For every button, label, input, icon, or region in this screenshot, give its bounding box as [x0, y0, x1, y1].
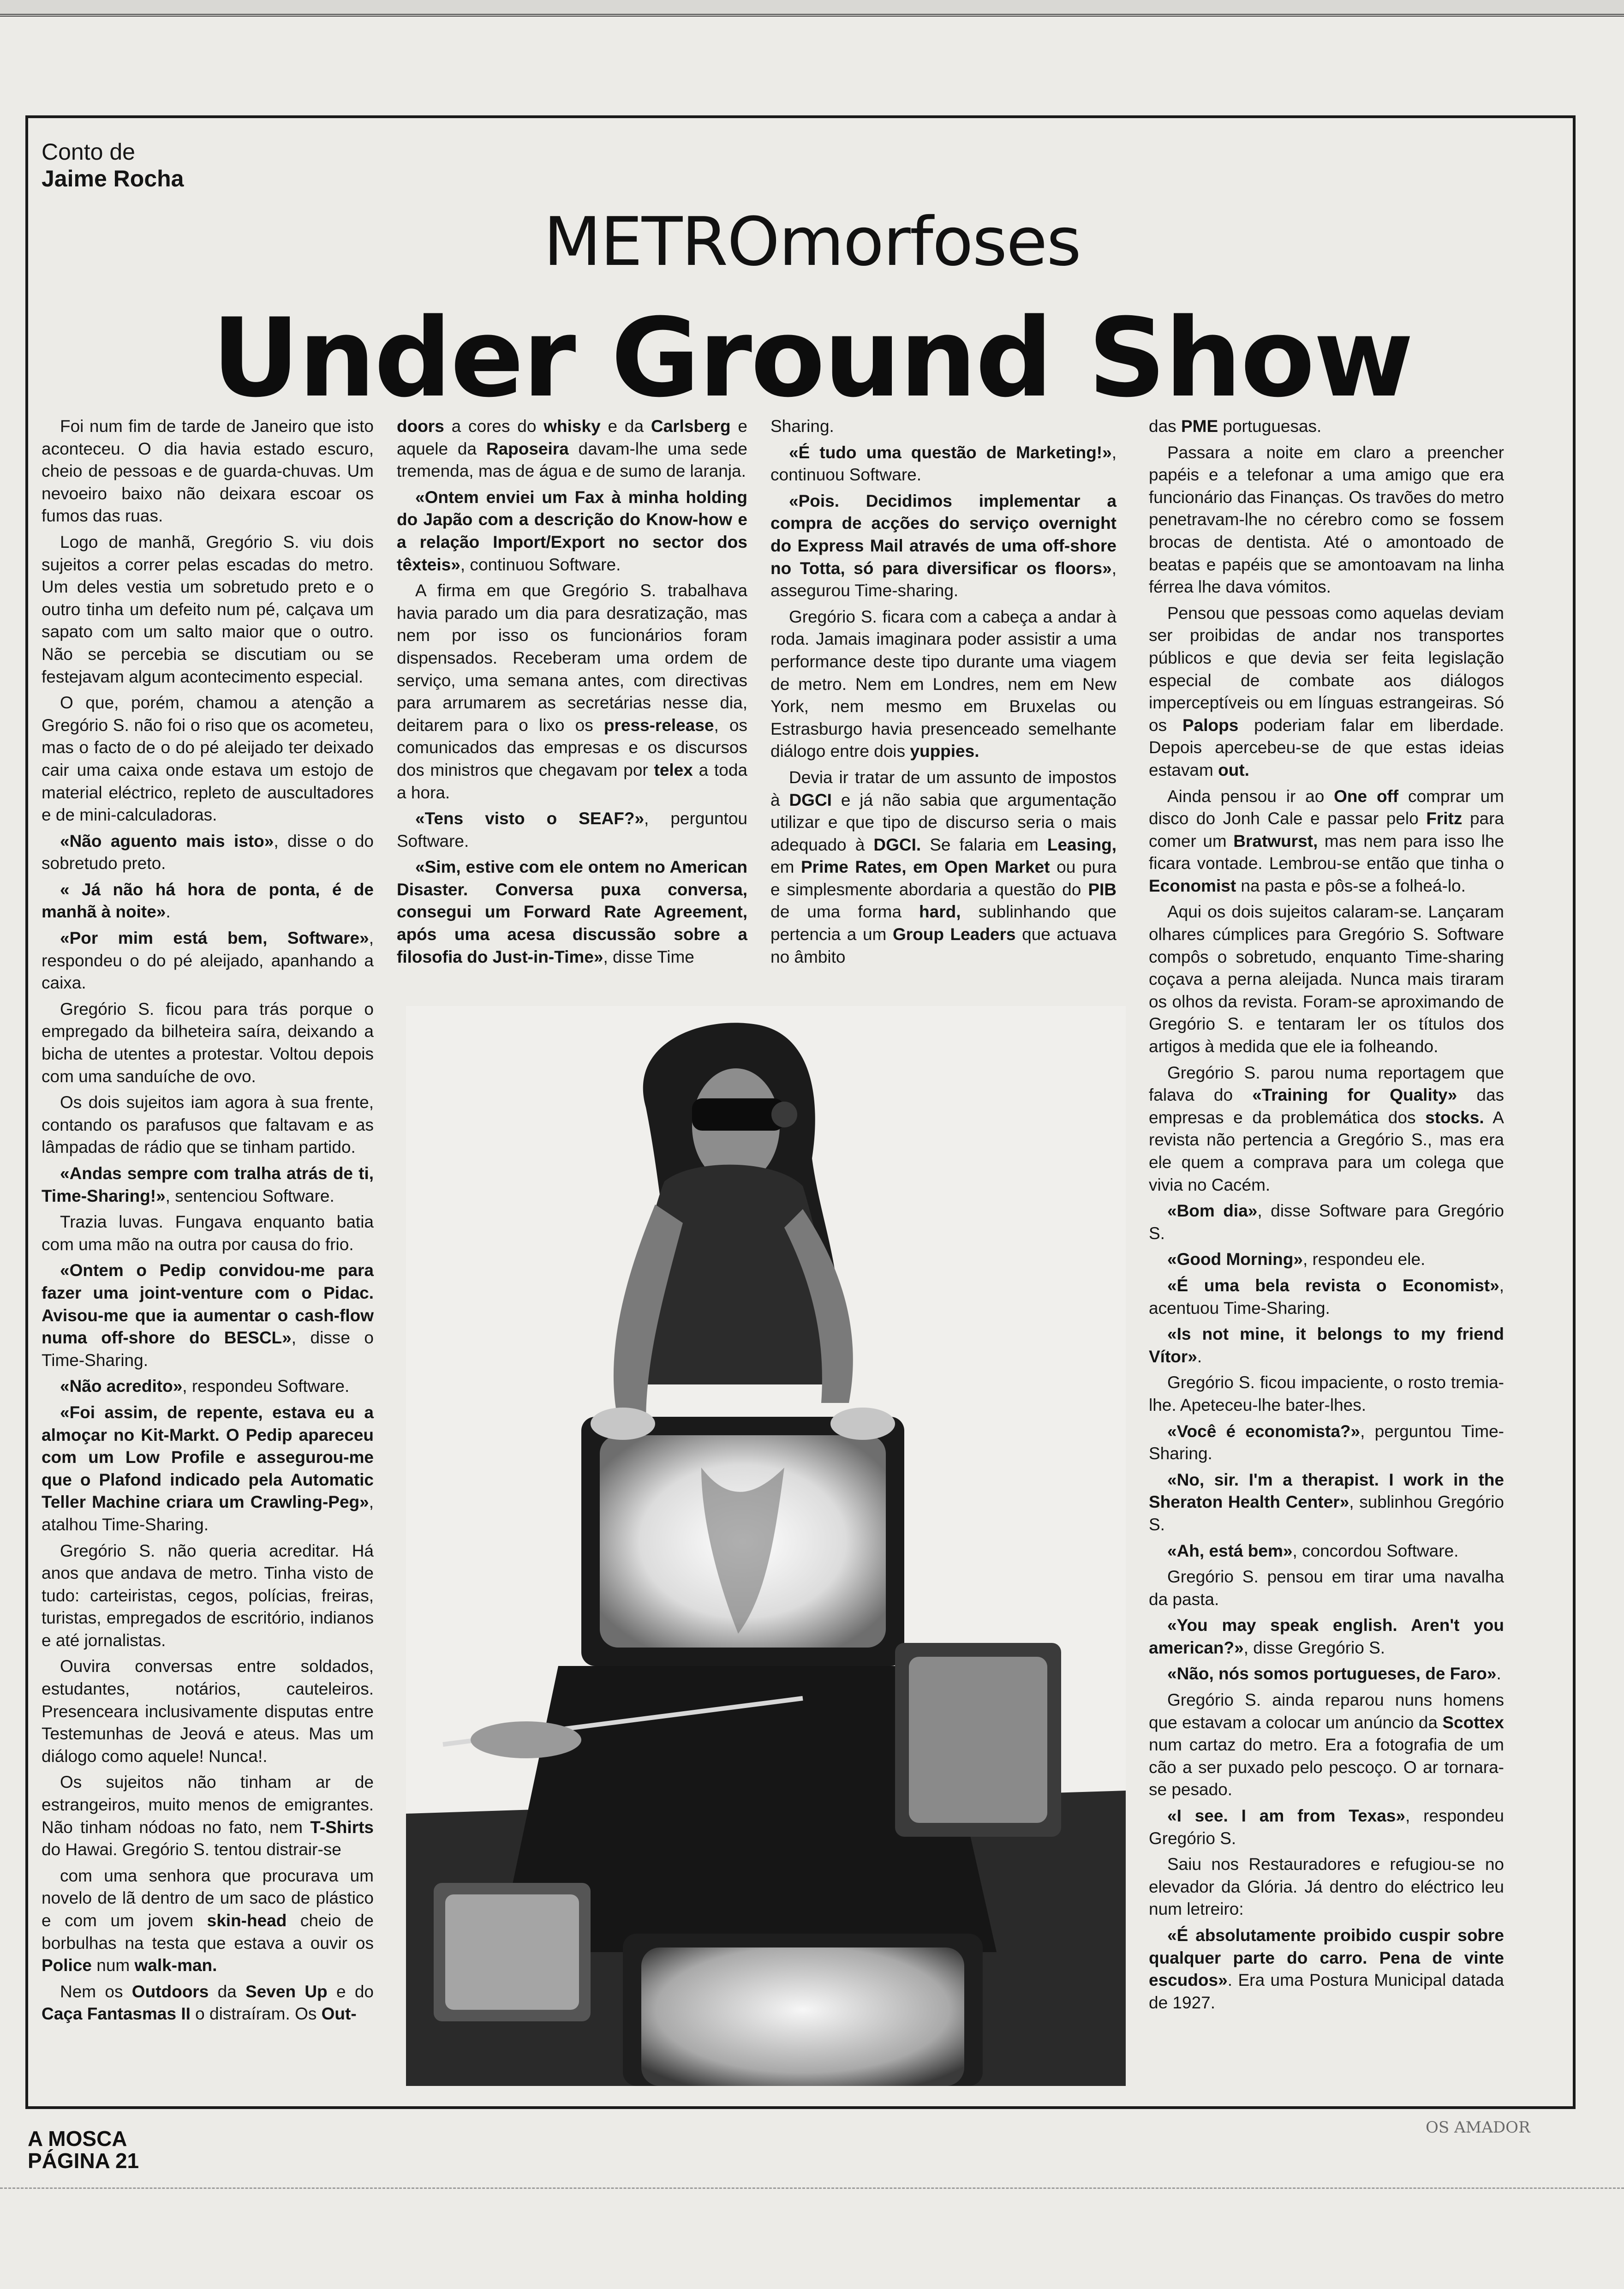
paragraph: «No, sir. I'm a therapist. I work in the Sheraton Health Center», sublinhou Gregório S. [1149, 1470, 1504, 1534]
paragraph: Gregório S. ainda reparou nuns homens que estavam a colocar um anúncio da Scottex num cartaz do metro. Era a fotografia de um cão a ser puxado pelo pescoço. O ar tornara-se pesado. [1149, 1690, 1504, 1799]
paragraph: com uma senhora que procurava um novelo de lã dentro de um saco de plástico e com um jovem skin-head cheio de borbulhas na testa que estava a ouvir os Police num walk-man. [42, 1866, 374, 1975]
paragraph: «Ah, está bem», concordou Software. [1167, 1541, 1459, 1560]
performer-photo [406, 1006, 1126, 2086]
paragraph: Sharing. [770, 417, 834, 436]
paragraph: Os dois sujeitos iam agora à sua frente, contando os parafusos que faltavam e as lâmpadas de rádio que se tinham partido. [42, 1093, 374, 1157]
paragraph: Logo de manhã, Gregório S. viu dois sujeitos a correr pelas escadas do metro. Um deles vestia um sobretudo preto e o outro tinha um defeito num pé, calçava um sapato com um salto maior que o outro. Não se percebia se discutiam ou se festejavam algum acontecimento especial. [42, 532, 374, 686]
paragraph: doors a cores do whisky e da Carlsberg e aquele da Raposeira davam-lhe uma sede tremenda, mas de água e de sumo de laranja. [397, 417, 747, 481]
paragraph: «Good Morning», respondeu ele. [1167, 1250, 1426, 1269]
article-column-1 [42, 415, 374, 2029]
paragraph: «É uma bela revista o Economist», acentuou Time-Sharing. [1149, 1276, 1504, 1318]
paragraph: «Por mim está bem, Software», respondeu o do pé aleijado, apanhando a caixa. [42, 929, 374, 993]
paragraph: «Is not mine, it belongs to my friend Vítor». [1149, 1324, 1504, 1366]
kicker-title: METROmorfoses [543, 203, 1081, 281]
paragraph: «Não acredito», respondeu Software. [60, 1377, 350, 1396]
paragraph: «Bom dia», disse Software para Gregório S. [1149, 1201, 1505, 1243]
paragraph: «Ontem o Pedip convidou-me para fazer uma joint-venture com o Pidac. Avisou-me que ia aumentar o cash-flow numa off-shore do BESCL», disse o Time-Sharing. [42, 1261, 374, 1370]
paragraph: Gregório S. ficara com a cabeça a andar à roda. Jamais imaginara poder assistir a uma performance deste tipo durante uma viagem de metro. Nem em Londres, nem em New York, nem mesmo em Bruxelas ou Estrasburgo havia presenceado semelhante diálogo entre dois yuppies. [770, 607, 1116, 761]
paragraph: «Você é economista?», perguntou Time-Sharing. [1149, 1421, 1504, 1463]
paragraph: «Pois. Decidimos implementar a compra de acções do serviço overnight do Express Mail através de uma off-shore no Totta, só para diversificar os floors», assegurou Time-sharing. [770, 491, 1116, 600]
paragraph: «I see. I am from Texas», respondeu Gregório S. [1149, 1806, 1504, 1848]
stamp: OS AMADOR [1426, 2118, 1530, 2137]
paragraph: Gregório S. parou numa reportagem que falava do «Training for Quality» das empresas e da problemática dos stocks. A revista não pertencia a Gregório S., mas era ele quem a comprava para um colega que vivia no Cacém. [1149, 1063, 1505, 1194]
paragraph: «Foi assim, de repente, estava eu a almoçar no Kit-Markt. O Pedip apareceu com um Low Profile e assegurou-me que o Plafond indicado pela Automatic Teller Machine criara um Crawling-Peg», atalhou Time-Sharing. [42, 1402, 374, 1534]
paragraph: «Ontem enviei um Fax à minha holding do Japão com a descrição do Know-how e a relação Import/Export no sector dos têxteis», continuou Software. [397, 487, 747, 574]
performer-photo-illustration [406, 1006, 1126, 2086]
paragraph: «É absolutamente proibido cuspir sobre qualquer parte do carro. Pena de vinte escudos». Era uma Postura Municipal datada de 1927. [1149, 1926, 1504, 2012]
headline: Under Ground Show [211, 295, 1413, 421]
byline-label: Conto de [42, 139, 135, 165]
paragraph: das PME portuguesas. [1149, 417, 1322, 436]
paragraph: A firma em que Gregório S. trabalhava havia parado um dia para desratização, mas nem por isso os funcionários foram dispensados. Receberam uma ordem de serviço, uma semana antes, com directivas para arrumarem as secretárias nesse dia, deitarem para o lixo os press-release, os comunicados das empresas e os discursos dos ministros que chegavam por telex a toda a hora. [397, 581, 747, 802]
article-column-4 [1149, 415, 1504, 2018]
paragraph: «Tens visto o SEAF?», perguntou Software. [397, 809, 747, 851]
paragraph: «You may speak english. Aren't you american?», disse Gregório S. [1149, 1616, 1504, 1657]
paragraph: «É tudo uma questão de Marketing!», continuou Software. [770, 443, 1116, 485]
masthead [28, 2127, 139, 2172]
paragraph: Passara a noite em claro a preencher papéis e a telefonar a uma amigo que era funcionário das Finanças. Os travões do metro penetravam-lhe no cérebro como se fossem brocas de dentista. Até o amontoado de beatas e papéis que se amontoavam na linha férrea lhe dava vómitos. [1149, 443, 1504, 597]
publication-name: A MOSCA [28, 2127, 127, 2151]
byline [42, 138, 184, 192]
paragraph: «Andas sempre com tralha atrás de ti, Time-Sharing!», sentenciou Software. [42, 1164, 374, 1205]
scan-top-edge [0, 0, 1624, 17]
byline-author: Jaime Rocha [42, 166, 184, 192]
scan-bottom-edge [0, 2187, 1624, 2189]
paragraph: «Não, nós somos portugueses, de Faro». [1167, 1664, 1501, 1684]
page-number: PÁGINA 21 [28, 2149, 139, 2173]
paragraph: Ouvira conversas entre soldados, estudantes, notários, cauteleiros. Presenceara inclusivamente disputas entre Testemunhas de Jeová e ateus. Mas um diálogo como aquele! Nunca!. [42, 1657, 374, 1766]
article-column-2 [397, 415, 747, 972]
paragraph: Os sujeitos não tinham ar de estrangeiros, muito menos de emigrantes. Não tinham nódoas no fato, nem T-Shirts do Hawai. Gregório S. tentou distrair-se [42, 1773, 374, 1859]
paragraph: Trazia luvas. Fungava enquanto batia com uma mão na outra por causa do frio. [42, 1212, 374, 1254]
paragraph: Gregório S. ficou impaciente, o rosto tremia-lhe. Apeteceu-lhe bater-lhes. [1149, 1373, 1504, 1414]
paragraph: O que, porém, chamou a atenção a Gregório S. não foi o riso que os acometeu, mas o facto de o do pé aleijado ter deixado cair uma caixa onde estava um estojo de material eléctrico, repleto de auscultadores e de mini-calculadoras. [42, 693, 374, 825]
paragraph: Saiu nos Restauradores e refugiou-se no elevador da Glória. Já dentro do eléctrico leu num letreiro: [1149, 1855, 1504, 1919]
paragraph: Gregório S. ficou para trás porque o empregado da bilheteira saíra, deixando a bicha de utentes a protestar. Voltou depois com uma sanduíche de ovo. [42, 999, 374, 1086]
paragraph: Ainda pensou ir ao One off comprar um disco do Jonh Cale e passar pelo Fritz para comer um Bratwurst, mas nem para isso lhe ficara vontade. Lembrou-se então que tinha o Economist na pasta e pôs-se a folheá-lo. [1149, 786, 1505, 895]
paragraph: Pensou que pessoas como aquelas deviam ser proibidas de andar nos transportes públicos e que devia ser feita legislação especial de combate aos diálogos imperceptíveis ou em línguas estrangeiras. Só os Palops poderiam falar em liberdade. Depois apercebeu-se de que estas ideias estavam out. [1149, 603, 1504, 779]
paragraph: Devia ir tratar de um assunto de impostos à DGCI e já não sabia que argumentação utilizar e que tipo de discurso seria o mais adequado à DGCI. Se falaria em Leasing, em Prime Rates, em Open Market ou pura e simplesmente abordaria a questão do PIB de uma forma hard, sublinhando que pertencia a um Group Leaders que actuava no âmbito [770, 767, 1116, 966]
paragraph: Aqui os dois sujeitos calaram-se. Lançaram olhares cúmplices para Gregório S. Software compôs o sobretudo, enquanto Time-sharing coçava a perna aleijada. Nunca mais tiraram os olhos da revista. Foram-se aproximando de Gregório S. e tentaram ler os títulos dos artigos à medida que ele ia folheando. [1149, 902, 1504, 1056]
paragraph: Gregório S. pensou em tirar uma navalha da pasta. [1149, 1567, 1504, 1609]
article-column-3 [770, 415, 1116, 972]
paragraph: « Já não há hora de ponta, é de manhã à noite». [42, 880, 374, 922]
paragraph: «Não aguento mais isto», disse o do sobretudo preto. [42, 831, 374, 873]
paragraph: «Sim, estive com ele ontem no American Disaster. Conversa puxa conversa, consegui um Forward Rate Agreement, após uma acesa discussão sobre a filosofia do Just-in-Time», disse Time [397, 857, 747, 966]
paragraph: Foi num fim de tarde de Janeiro que isto aconteceu. O dia havia estado escuro, cheio de pessoas e de guarda-chuvas. Um nevoeiro baixo não deixara escoar os fumos das ruas. [42, 417, 374, 526]
paragraph: Nem os Outdoors da Seven Up e do Caça Fantasmas II o distraíram. Os Out- [42, 1982, 374, 2024]
paragraph: Gregório S. não queria acreditar. Há anos que andava de metro. Tinha visto de tudo: carteiristas, cegos, polícias, freiras, turistas, empregados de escritório, indianos e até jornalistas. [42, 1541, 374, 1650]
